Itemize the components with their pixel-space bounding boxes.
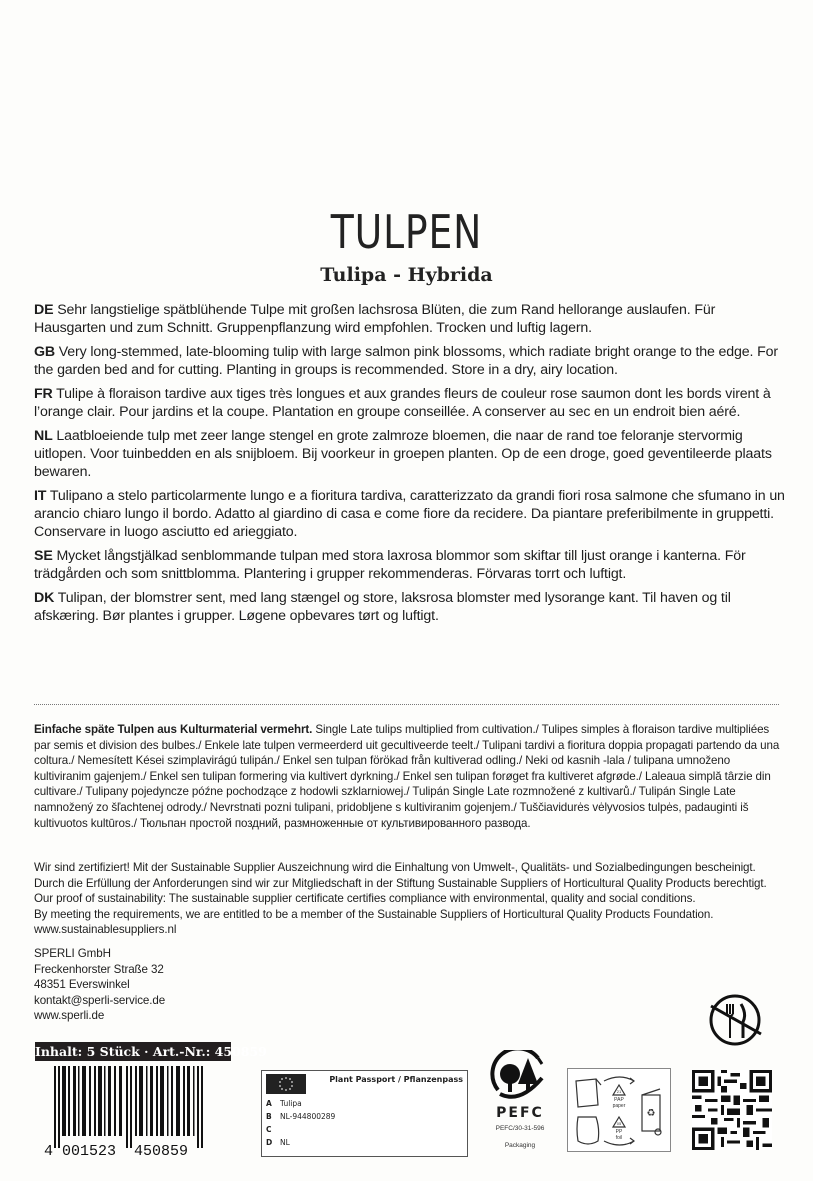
page-title: TULPEN (330, 205, 483, 259)
description-it: IT Tulipano a stelo particolarmente lungo e a fioritura tardiva, caratterizzato da grandi fiori rosa salmone che sfumano in un arancio chiaro lungo il bordo. Adatto al giardino di casa e come fiore da recidere. Da piantare preferibilmente in gruppetti. Conservare in luogo asciutto ed arieggiato. (34, 488, 785, 540)
paper-bag-icon (576, 1079, 598, 1107)
description-nl: NL Laatbloeiende tulp met zeer lange stengel en grote zalmroze bloemen, die naar de rand toe feloranje stervormig uitlopen. Voor tuinbedden en als snijbloem. Bij voorkeur in groepen planten. Op de een droge, goed geventileerde plaats bewaren. (34, 428, 772, 480)
description-dk: DK Tulipan, der blomstrer sent, med lang stængel og store, laksrosa blomster med lysorange kant. Til haven og til afskæring. Bør plantes i grupper. Løgene opbevares tørt og luftigt. (34, 590, 731, 624)
plant-passport (261, 1070, 468, 1157)
email-link[interactable]: kontakt@sperli-service.de (34, 993, 166, 1007)
website-link[interactable]: www.sperli.de (34, 1009, 105, 1023)
description-de: DE Sehr langstielige spätblühende Tulpe mit großen lachsrosa Blüten, die zum Rand hellorange auslaufen. Für Hausgarten und zum Schnitt. Gruppenpflanzung wird empfohlen. Trocken und luftig lagern. (34, 302, 716, 336)
passport-row-c: C (266, 1125, 272, 1134)
barcode-digits-right: 450859 (134, 1143, 189, 1160)
not-for-consumption-icon (705, 990, 765, 1050)
svg-text:PAP: PAP (614, 1097, 624, 1103)
passport-row-d: D NL (266, 1138, 290, 1147)
barcode (40, 1066, 230, 1160)
svg-text:♻: ♻ (646, 1108, 656, 1119)
qr-code[interactable] (692, 1070, 772, 1150)
eu-flag-icon (266, 1074, 306, 1094)
svg-text:PP: PP (615, 1129, 623, 1135)
pefc-trees-icon (490, 1050, 550, 1102)
plant-passport-title: Plant Passport / Pflanzenpass (329, 1075, 463, 1084)
barcode-digit-prefix: 4 (44, 1143, 54, 1160)
certification-text: Wir sind zertifiziert! Mit der Sustainable Supplier Auszeichnung wird die Einhaltung von Umwelt-, Qualitäts- und Sozialbedingungen bescheinigt. Durch die Erfüllung der Anforderungen sind wir zur Mitgliedschaft in der Stiftung Sustainable Suppliers of Horticultural Quality Products berechtigt. Our proof of sustainability: The sustainable supplier certificate certifies compliance with environmental, quality and social conditions. By meeting the requirements, we are entitled to be a member of the Sustainable Suppliers of Horticultural Quality Products Foundation. www.sustainablesuppliers.nl (34, 860, 784, 938)
svg-text:05: 05 (616, 1121, 622, 1126)
svg-text:paper: paper (612, 1103, 626, 1109)
botanical-name: Tulipa - Hybrida (320, 264, 493, 286)
dotted-divider (34, 704, 779, 705)
content-article-bar: Inhalt: 5 Stück · Art.-Nr.: 450859 (35, 1044, 267, 1059)
passport-row-b: B NL-944800289 (266, 1112, 336, 1121)
cultivation-note: Einfache späte Tulpen aus Kulturmaterial vermehrt. Single Late tulips multiplied from cultivation./ Tulipes simples à floraison tardive multipliées par semis et division des bulbes./ Enkele late tulpen vermeerderd uit gecultiveerde teelt./ Tulipani tardivi a fioritura doppia propagati partendo da una coltura./ Nemesített Kései szimplavirágú tulipán./ Enkel sen tulpan förökad från kultiverad odling./ Neki od kasnih -lala / tulipana umnoženo kultiviranim gajenjem./ Enkel sen tulipan formering via kultivert dyrkning./ Enkel sen tulipan forøget fra kultiveret afgrøde./ Laleaua simplă târzie din cultivare./ Tulipany pojedyncze późne pochodzące z hodowli szklarniowej./ Tulipán Single Late rozmnožené z kultivarů./ Tulipán Single Late namnožený zo šľachtenej odrody./ Nevrstnati pozni tulipani, pridobljene s kultiviranim gojenjem./ Tuščiavidurės vėlyvosios tulpės, padauginti iš kultivuotos kultūros./ Тюльпан простой поздний, размноженные от культивированного развода. (34, 723, 780, 830)
descriptions (34, 301, 789, 631)
description-fr: FR Tulipe à floraison tardive aux tiges très longues et aux grandes fleurs de couleur rose saumon dont les bords virent à l’orange clair. Pour jardins et la coupe. Plantation en groupe conseillée. A conserver au sec en un endroit bien aéré. (34, 386, 771, 420)
foil-bag-icon (577, 1117, 599, 1144)
company-address: SPERLI GmbH Freckenhorster Straße 32 48351 Everswinkel kontakt@sperli-service.de www.sperli.de (34, 946, 784, 1024)
svg-text:21: 21 (616, 1089, 622, 1094)
pefc-logo: PEFC PEFC/30-31-596 Packaging (485, 1050, 555, 1149)
recycling-info (567, 1068, 671, 1152)
description-se: SE Mycket långstjälkad senblommande tulpan med stora laxrosa blommor som skiftar till ljust orange i kanterna. För trädgården och som snittblomma. Plantering i grupper rekommenderas. Förvaras torrt och luftigt. (34, 548, 746, 582)
sustainable-suppliers-link[interactable]: www.sustainablesuppliers.nl (34, 923, 177, 937)
description-gb: GB Very long-stemmed, late-blooming tulip with large salmon pink blossoms, which radiate bright orange to the edge. For the garden bed and for cutting. Planting in groups is recommended. Store in a dry, airy location. (34, 344, 778, 378)
barcode-digits-left: 001523 (62, 1143, 117, 1160)
svg-text:foil: foil (615, 1135, 623, 1141)
passport-row-a: A Tulipa (266, 1099, 302, 1108)
